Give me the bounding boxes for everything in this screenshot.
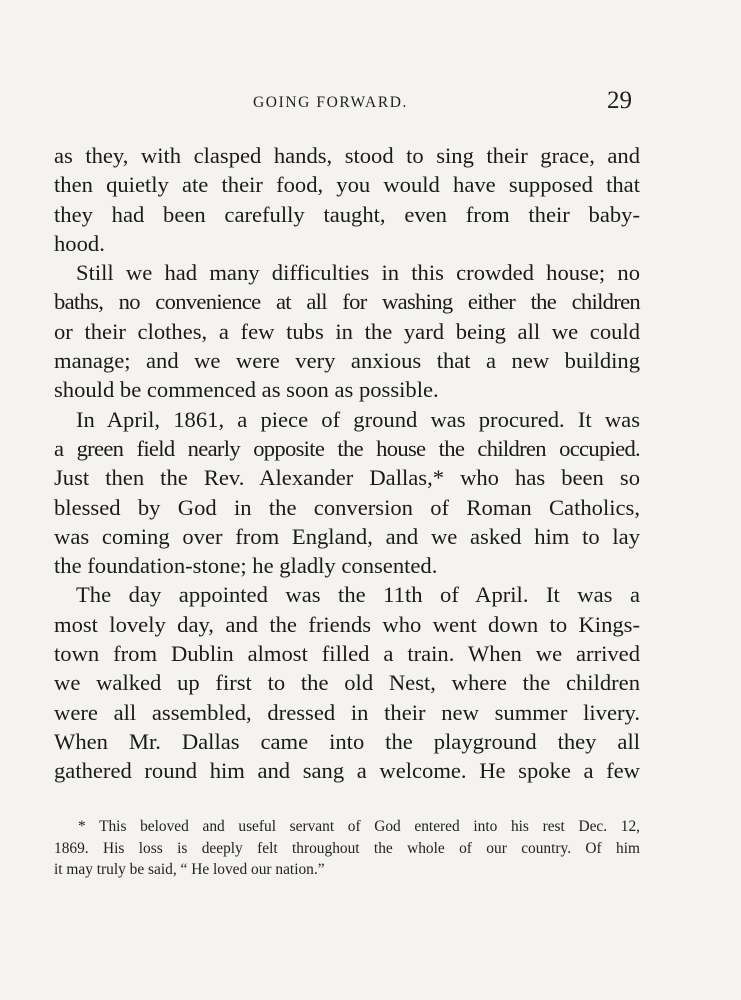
chapter-title: GOING FORWARD. [253,94,409,111]
text-line: manage; and we were very anxious that a new building [54,348,640,374]
text-line: Still we had many difficulties in this crowded house; no [76,260,640,286]
footnote-line: 1869. His loss is deeply felt throughout the whole of our country. Of him [54,839,640,857]
text-line: The day appointed was the 11th of April. It was a [76,582,640,608]
text-line: hood. [54,230,105,256]
running-head [0,87,741,120]
text-line: baths, no convenience at all for washing either the children [54,289,640,315]
body-text [54,141,640,786]
text-line: they had been carefully taught, even from their baby- [54,201,640,227]
footnote [54,816,640,881]
text-line: should be commenced as soon as possible. [54,377,439,403]
text-line: as they, with clasped hands, stood to sing their grace, and [54,143,640,168]
text-line: we walked up first to the old Nest, where the children [54,670,640,696]
text-line: gathered round him and sang a welcome. He spoke a few [54,758,640,784]
paragraph [54,580,640,785]
text-line: were all assembled, dressed in their new summer livery. [54,699,640,725]
text-line: was coming over from England, and we asked him to lay [54,523,640,549]
text-line: blessed by God in the conversion of Roman Catholics, [54,494,640,520]
paragraph [54,141,640,258]
text-line: then quietly ate their food, you would have supposed that [54,172,640,198]
text-line: town from Dublin almost filled a train. When we arrived [54,641,640,667]
text-line: In April, 1861, a piece of ground was procured. It was [76,406,640,432]
text-line: Just then the Rev. Alexander Dallas,* who has been so [54,465,640,491]
text-line: the foundation-stone; he gladly consented. [54,553,438,579]
text-line: When Mr. Dallas came into the playground they all [54,728,640,754]
page-number: 29 [607,87,632,114]
paragraph [54,258,640,404]
footnote-line: * This beloved and useful servant of God entered into his rest Dec. 12, [78,818,640,835]
footnote-line: it may truly be said, “ He loved our nation.” [54,861,325,878]
paragraph [54,405,640,581]
text-line: or their clothes, a few tubs in the yard being all we could [54,318,640,344]
text-line: most lovely day, and the friends who went down to Kings- [54,611,640,637]
text-line: a green field nearly opposite the house the children occupied. [54,435,640,461]
